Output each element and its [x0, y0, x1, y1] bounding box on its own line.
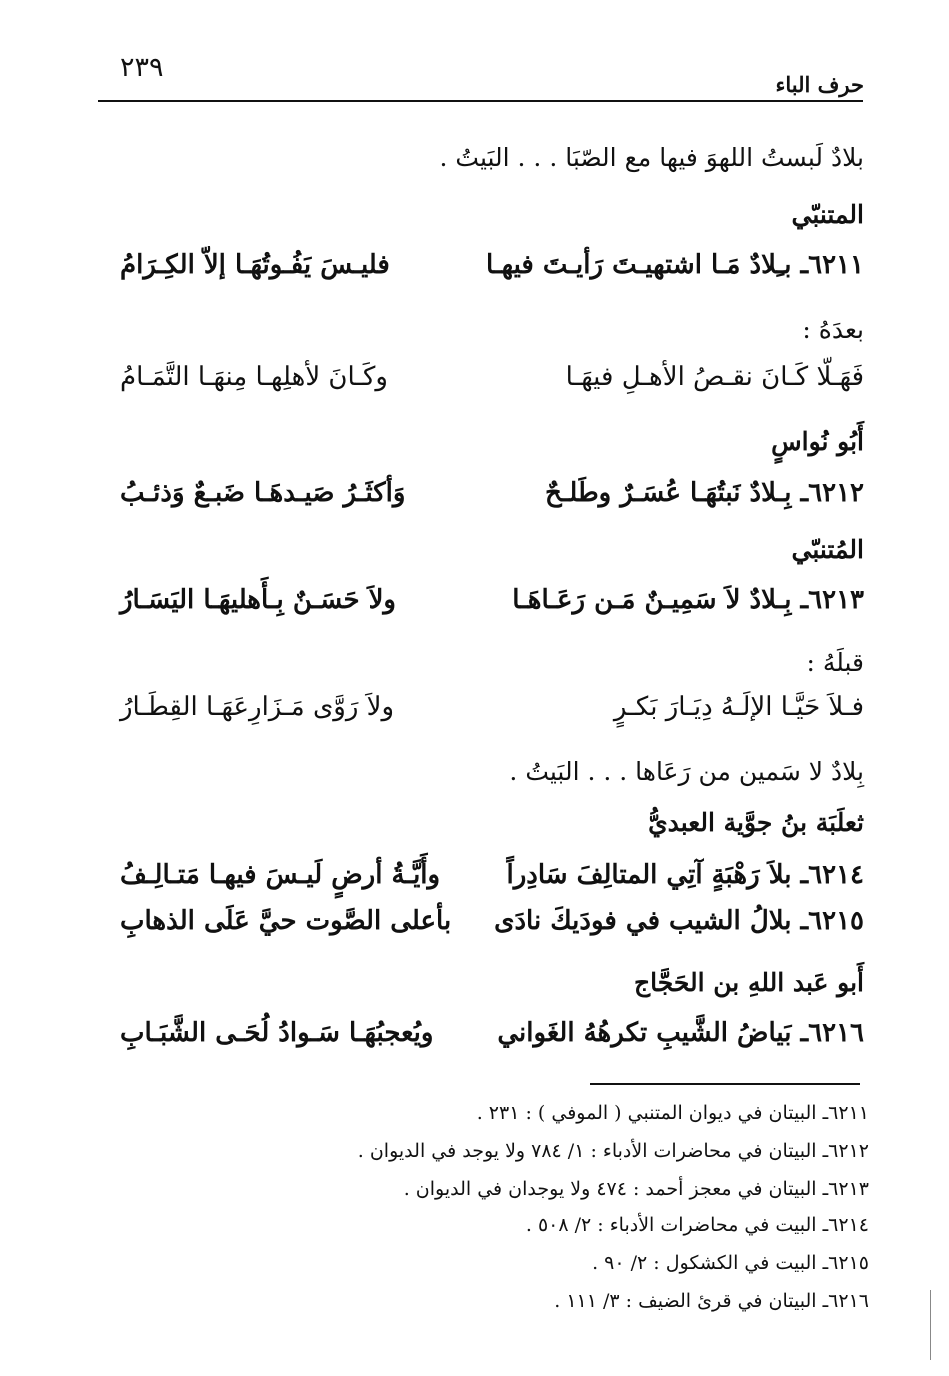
verse-first-hemistich: ٦٢١١ـ بـِلادٌ مَـا اشتهيـتَ رَأيـتَ فيهـا [486, 250, 864, 280]
footnote: ٦٢١١ـ البيتان في ديوان المتنبي ( الموفي ) : ٢٣١ . [476, 1102, 869, 1124]
poet-name: أَبُو نُواسٍ [771, 427, 864, 456]
header-rule [98, 100, 863, 102]
verse-second-hemistich: ولاَ حَسَـنٌ بِـأَهليهَـا اليَسَـارُ [120, 585, 396, 615]
prose-line: قبلَهُ : [806, 648, 864, 677]
footnote: ٦٢١٦ـ البيتان في قرئ الضيف : ٣/ ١١١ . [554, 1290, 869, 1312]
verse-first-hemistich: ٦٢١٥ـ بلالُ الشيب في فودَيكَ نادَى [494, 906, 864, 936]
verse-second-hemistich: ويُعجبُهَـا سَـوادُ لُحَـى الشَّبَـابِ [120, 1018, 434, 1048]
chapter-title: حرف الباء [775, 72, 864, 97]
verse-first-hemistich: ٦٢١٤ـ بلاَ رَهْبَةٍ آتِي المتالِفَ سَادِراً [506, 860, 864, 890]
verse-first-hemistich: فـلاَ حَيَّـا الإلَـهُ دِيَـارَ بَكـرٍ [613, 692, 864, 722]
page-edge-mark [930, 1290, 931, 1360]
prose-line: بِلادٌ لا سَمين من رَعَاها . . . البَيتُ . [509, 757, 864, 786]
footnote: ٦٢١٤ـ البيت في محاضرات الأدباء : ٢/ ٥٠٨ . [525, 1214, 869, 1236]
footnote-rule [590, 1083, 860, 1085]
prose-line: بلادٌ لَبستُ اللهوَ فيها مع الصّبَا . . . البَيتُ . [439, 143, 864, 172]
verse-first-hemistich: فَهَـلّا كَـانَ نقـصُ الأهـلِ فيهَـا [565, 362, 864, 392]
verse-first-hemistich: ٦٢١٣ـ بِـلادٌ لاَ سَمِيـنٌ مَـن رَعَـاهَـا [512, 585, 864, 615]
verse-second-hemistich: فليـسَ يَفُـوتُهَـا إلاّ الكِـرَامُ [120, 250, 390, 280]
verse-second-hemistich: ولاَ رَوَّى مَـزَارِعَهَـا القِطَـارُ [120, 692, 395, 722]
poet-name: المتنبّي [791, 200, 864, 229]
verse-first-hemistich: ٦٢١٦ـ بَياضُ الشَّيبِ تكرهُهُ الغَواني [497, 1018, 864, 1048]
verse-second-hemistich: وَأكثَـرُ صَيـدهَـا ضَبـعٌ وَذئـبُ [120, 478, 406, 508]
poet-name: المُتنبّي [791, 535, 864, 564]
verse-first-hemistich: ٦٢١٢ـ بِـلادٌ نَبتُهَـا عُسَـرٌ وطَلـحٌ [544, 478, 864, 508]
footnote: ٦٢١٥ـ البيت في الكشكول : ٢/ ٩٠ . [592, 1252, 869, 1274]
footnote: ٦٢١٣ـ البيتان في معجز أحمد : ٤٧٤ ولا يوجدان في الديوان . [403, 1178, 869, 1200]
poet-name: ثعلَبَة بنُ جوَّية العبديُّ [648, 808, 864, 837]
verse-second-hemistich: وأَيَّـةُ أرضٍ لَيـسَ فيهـا مَتـالِـفُ [120, 860, 441, 890]
prose-line: بعدَهُ : [802, 315, 864, 344]
poet-name: أَبو عَبد اللهِ بن الحَجَّاج [633, 968, 864, 997]
verse-second-hemistich: وكَـانَ لأهلِهـا مِنهَـا التَّمَـامُ [120, 362, 388, 392]
verse-second-hemistich: بأعلى الصَّوت حيَّ عَلَى الذهابِ [120, 906, 452, 936]
footnote: ٦٢١٢ـ البيتان في محاضرات الأدباء : ١/ ٧٨٤ ولا يوجد في الديوان . [357, 1140, 869, 1162]
page-number: ٢٣٩ [120, 52, 164, 83]
